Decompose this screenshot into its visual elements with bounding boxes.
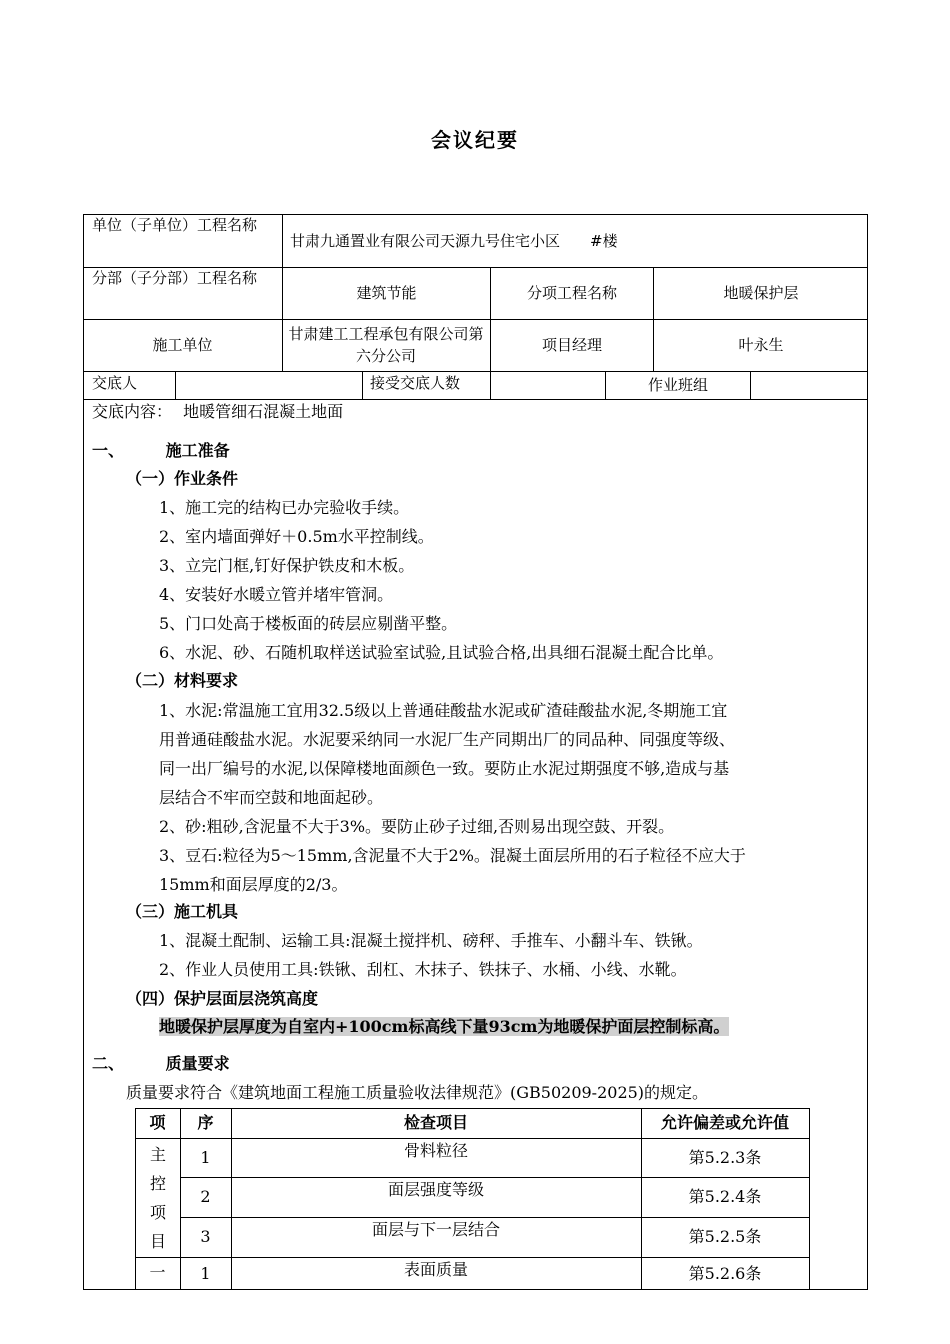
briefer-value — [180, 372, 360, 398]
list-item: 2、室内墙面弹好＋0.5m水平控制线。 — [159, 527, 434, 546]
paragraph-line: 1、水泥:常温施工宜用32.5级以上普通硅酸盐水泥或矿渣硅酸盐水泥,冬期施工宜 — [159, 701, 728, 720]
intro-label: 交底内容： — [92, 402, 173, 421]
paragraph-line: 同一出厂编号的水泥,以保障楼地面颜色一致。要防止水泥过期强度不够,造成与基 — [159, 759, 730, 778]
quality-table — [135, 1108, 810, 1290]
division-label: 分部（子分部）工程名称 — [92, 269, 258, 287]
subsection-3-heading: （三）施工机具 — [126, 902, 239, 921]
contractor-label: 施工单位 — [152, 336, 213, 354]
section-2-title: 质量要求 — [165, 1054, 230, 1073]
col-divider — [750, 371, 751, 399]
header-tolerance: 允许偏差或允许值 — [660, 1113, 789, 1132]
list-item: 3、立完门框,钉好保护铁皮和木板。 — [159, 556, 415, 575]
subsection-1-heading: （一）作业条件 — [126, 469, 239, 488]
group-general: 一 — [149, 1263, 166, 1282]
row-value: 第5.2.5条 — [688, 1227, 762, 1246]
team-value — [755, 372, 865, 398]
paragraph-line: 层结合不牢而空鼓和地面起砂。 — [159, 788, 384, 807]
briefer-label: 交底人 — [92, 374, 138, 392]
pm-label: 项目经理 — [541, 336, 602, 354]
highlight-text — [159, 1016, 729, 1038]
row-item: 面层与下一层结合 — [371, 1220, 500, 1239]
subitem-value: 地暖保护层 — [723, 284, 799, 302]
row-item: 表面质量 — [403, 1260, 468, 1279]
list-item: 1、施工完的结构已办完验收手续。 — [159, 498, 410, 517]
row-seq: 1 — [200, 1263, 211, 1283]
row-seq: 2 — [200, 1187, 211, 1206]
paragraph-line: 3、豆石:粒径为5～15mm,含泥量不大于2%。混凝土面层所用的石子粒径不应大于 — [159, 846, 746, 865]
section-1-heading — [92, 440, 230, 462]
header-seq: 序 — [197, 1113, 214, 1132]
section-1-title: 施工准备 — [165, 441, 230, 460]
subsection-4-heading: （四）保护层面层浇筑高度 — [126, 989, 319, 1008]
paragraph-line: 用普通硅酸盐水泥。水泥要采纳同一水泥厂生产同期出厂的同品种、同强度等级、 — [159, 730, 736, 749]
division-value: 建筑节能 — [356, 284, 417, 302]
paragraph-line: 2、砂:粗砂,含泥量不大于3%。要防止砂子过细,否则易出现空鼓、开裂。 — [159, 817, 675, 836]
list-item: 2、作业人员使用工具:铁锹、刮杠、木抹子、铁抹子、水桶、小线、水靴。 — [159, 960, 687, 979]
col-divider — [175, 371, 176, 399]
subsection-2-heading: （二）材料要求 — [126, 671, 239, 690]
header-item: 项 — [149, 1113, 166, 1132]
section-1-number: 一、 — [92, 441, 125, 460]
row-seq: 3 — [200, 1227, 211, 1246]
page-title: 会议纪要 — [431, 128, 519, 152]
highlight-span: 地暖保护层厚度为自室内+100cm标高线下量93cm为地暖保护面层控制标高。 — [159, 1017, 730, 1036]
row-seq: 1 — [200, 1147, 211, 1167]
subitem-label: 分项工程名称 — [526, 284, 617, 302]
pm-value: 叶永生 — [738, 336, 784, 354]
row-item: 骨料粒径 — [403, 1141, 468, 1160]
intro — [92, 401, 343, 423]
team-label: 作业班组 — [647, 376, 708, 394]
col-divider — [490, 371, 491, 399]
col-divider — [362, 371, 363, 399]
row-value: 第5.2.6条 — [688, 1263, 762, 1283]
receivers-value — [495, 372, 603, 398]
unit-value: 甘肃九通置业有限公司天源九号住宅小区 #楼 — [290, 231, 618, 250]
list-item: 6、水泥、砂、石随机取样送试验室试验,且试验合格,出具细石混凝土配合比单。 — [159, 643, 724, 662]
row-item: 面层强度等级 — [387, 1180, 484, 1199]
unit-label: 单位（子单位）工程名称 — [92, 216, 258, 234]
list-item: 1、混凝土配制、运输工具:混凝土搅拌机、磅秤、手推车、小翻斗车、铁锹。 — [159, 931, 703, 950]
row-divider — [83, 399, 868, 400]
paragraph-line: 15mm和面层厚度的2/3。 — [159, 875, 348, 894]
section-2-number: 二、 — [92, 1054, 125, 1073]
contractor-value: 甘肃建工工程承包有限公司第六分公司 — [288, 325, 484, 365]
list-item: 5、门口处高于楼板面的砖层应剔凿平整。 — [159, 614, 458, 633]
receivers-label: 接受交底人数 — [370, 374, 461, 392]
list-item: 4、安装好水暖立管并堵牢管洞。 — [159, 585, 394, 604]
row-value: 第5.2.3条 — [688, 1147, 762, 1167]
section-2-text: 质量要求符合《建筑地面工程施工质量验收法律规范》(GB50209-2025)的规定。 — [126, 1083, 709, 1102]
section-2-heading — [92, 1053, 230, 1075]
intro-value: 地暖管细石混凝土地面 — [183, 402, 344, 421]
header-check: 检查项目 — [403, 1113, 468, 1132]
row-value: 第5.2.4条 — [688, 1187, 762, 1206]
group-main-control: 主控项目 — [149, 1145, 166, 1251]
